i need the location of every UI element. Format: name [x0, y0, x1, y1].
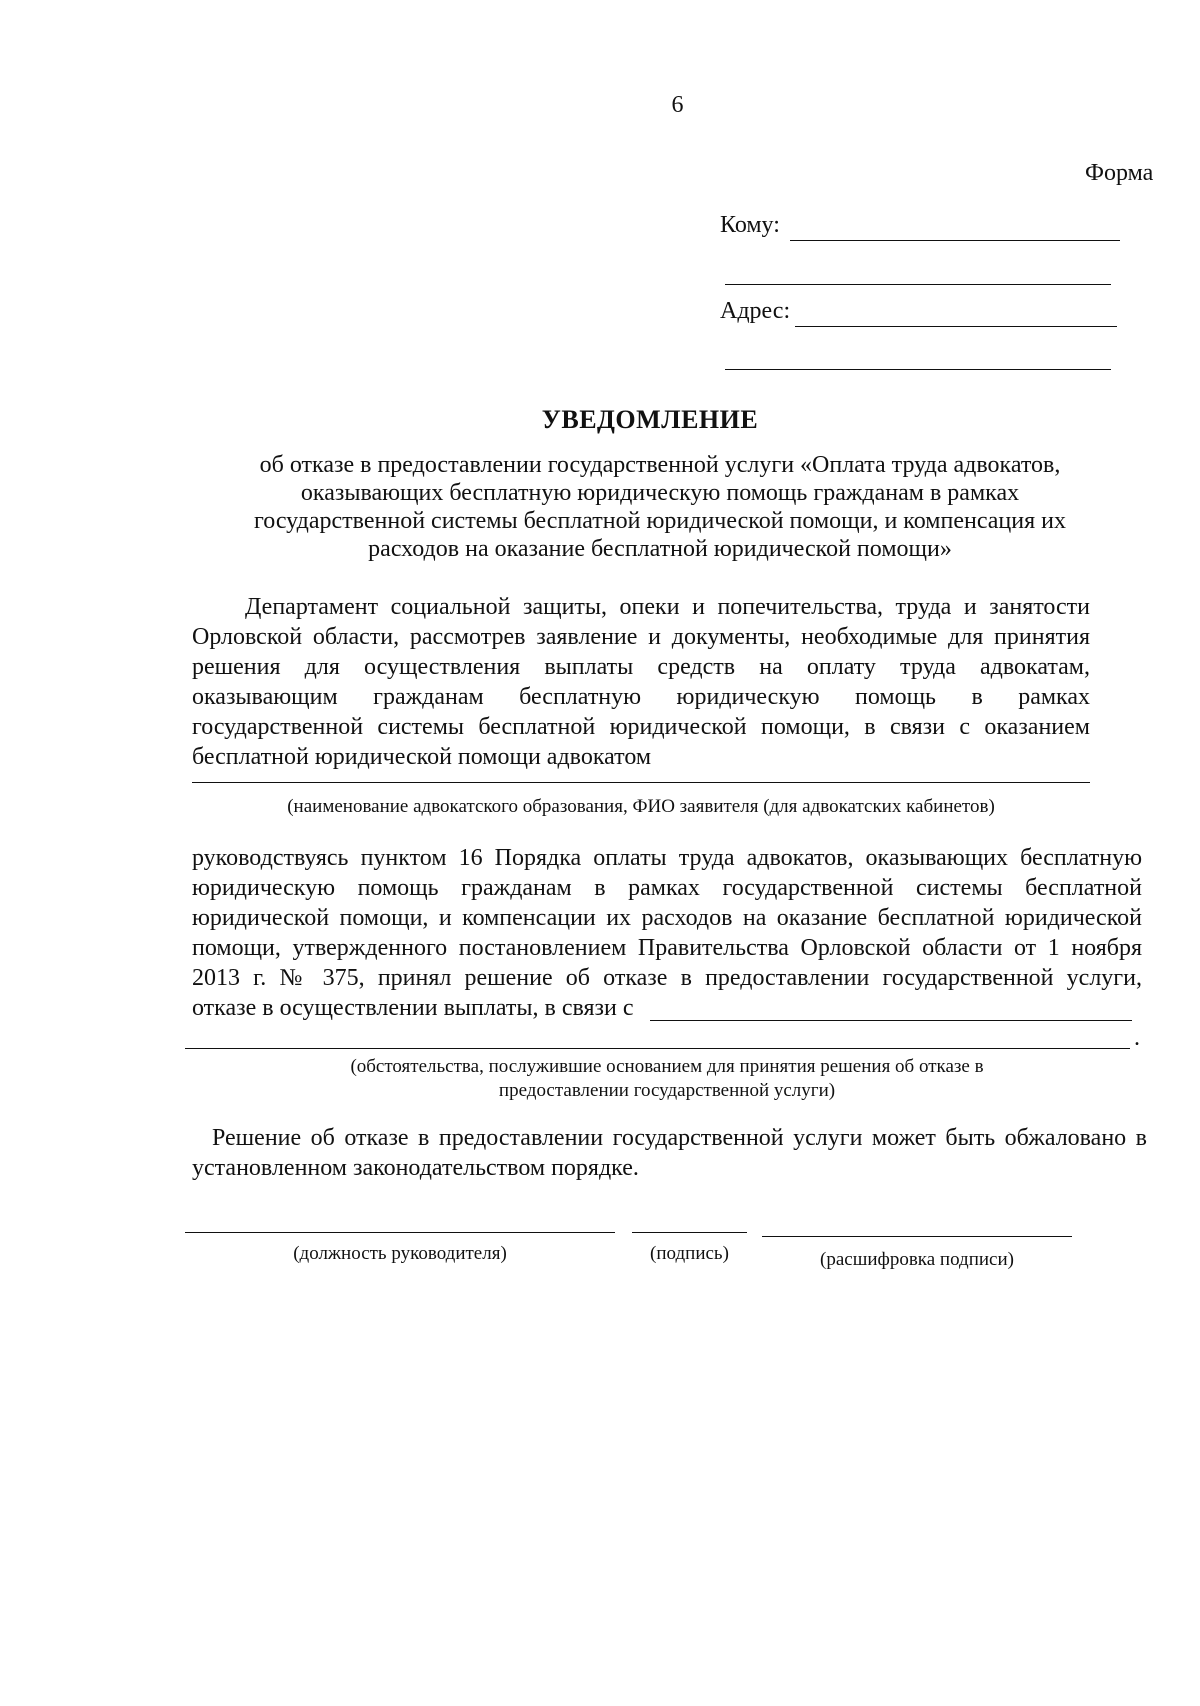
position-line[interactable] — [185, 1232, 615, 1233]
subtitle-line: расходов на оказание бесплатной юридической помощи» — [368, 536, 952, 562]
signature-line[interactable] — [632, 1232, 747, 1233]
paragraph1-line: решения для осуществления выплаты средств на оплату труда адвокатам, — [192, 654, 1090, 680]
paragraph3-line: установленном законодательством порядке. — [192, 1155, 639, 1181]
circumstances-caption: предоставлении государственной услуги) — [498, 1080, 836, 1101]
paragraph2-line: 2013 г. № 375, принял решение об отказе в предоставлении государственной услуги, — [192, 965, 1142, 991]
paragraph1-line: Департамент социальной защиты, опеки и попечительства, труда и занятости — [245, 594, 1090, 620]
paragraph2-line: помощи, утвержденного постановлением Правительства Орловской области от 1 ноября — [192, 935, 1142, 961]
document-title: УВЕДОМЛЕНИЕ — [541, 405, 759, 434]
to-line-2[interactable] — [725, 284, 1111, 285]
circumstances-caption: (обстоятельства, послужившие основанием для принятия решения об отказе в — [350, 1056, 984, 1077]
page-number: 6 — [671, 92, 684, 118]
address-label: Адрес: — [720, 298, 791, 324]
advocate-caption: (наименование адвокатского образования, ФИО заявителя (для адвокатских кабинетов) — [287, 796, 995, 817]
subtitle-line: государственной системы бесплатной юридической помощи, и компенсация их — [254, 508, 1066, 534]
address-line-1[interactable] — [795, 326, 1117, 327]
paragraph2-line: юридической помощи, и компенсации их расходов на оказание бесплатной юридической — [192, 905, 1142, 931]
reason-line-1[interactable] — [650, 1020, 1132, 1021]
paragraph1-line: бесплатной юридической помощи адвокатом — [192, 744, 652, 770]
period-mark: . — [1134, 1025, 1140, 1051]
paragraph1-line: государственной системы бесплатной юридической помощи, в связи с оказанием — [192, 714, 1090, 740]
form-label: Форма — [1085, 160, 1154, 186]
address-line-2[interactable] — [725, 369, 1111, 370]
paragraph1-line: оказывающим гражданам бесплатную юридическую помощь в рамках — [192, 684, 1090, 710]
position-caption: (должность руководителя) — [293, 1243, 507, 1264]
reason-line-2[interactable] — [185, 1048, 1130, 1049]
decoding-line[interactable] — [762, 1236, 1072, 1237]
subtitle-line: об отказе в предоставлении государственной услуги «Оплата труда адвокатов, — [259, 452, 1061, 478]
paragraph2-line: юридическую помощь гражданам в рамках государственной системы бесплатной — [192, 875, 1142, 901]
to-label: Кому: — [720, 212, 780, 238]
to-line-1[interactable] — [790, 240, 1120, 241]
signature-caption: (подпись) — [650, 1243, 729, 1264]
paragraph2-line: отказе в осуществлении выплаты, в связи с — [192, 995, 634, 1021]
paragraph2-line: руководствуясь пунктом 16 Порядка оплаты труда адвокатов, оказывающих бесплатную — [192, 845, 1142, 871]
subtitle-line: оказывающих бесплатную юридическую помощь гражданам в рамках — [300, 480, 1020, 506]
paragraph3-line: Решение об отказе в предоставлении государственной услуги может быть обжаловано в — [212, 1125, 1147, 1151]
advocate-name-line[interactable] — [192, 782, 1090, 783]
decoding-caption: (расшифровка подписи) — [820, 1249, 1014, 1270]
paragraph1-line: Орловской области, рассмотрев заявление и документы, необходимые для принятия — [192, 624, 1090, 650]
